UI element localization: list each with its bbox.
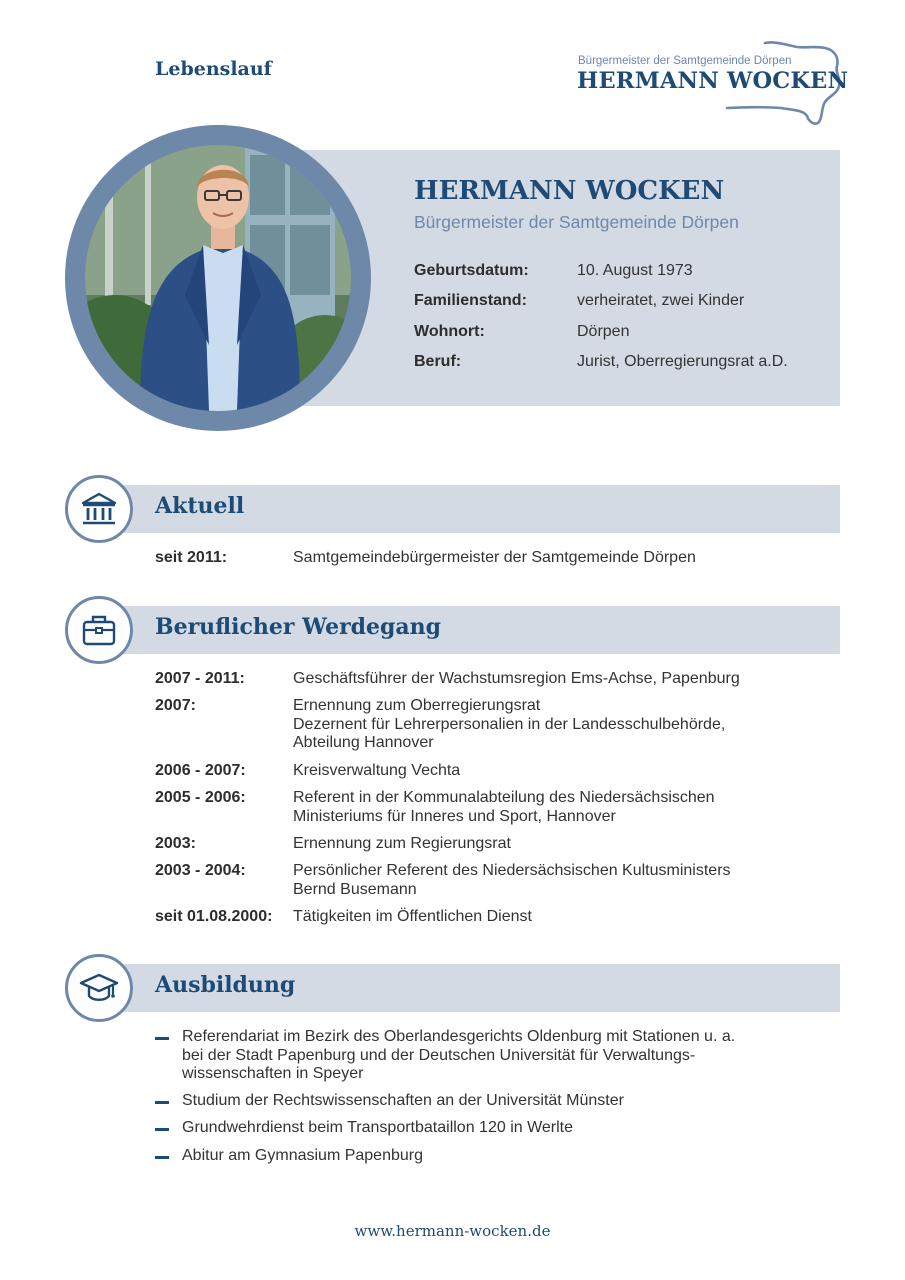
detail-value: verheiratet, zwei Kinder [577, 292, 745, 309]
entry-text: Abitur am Gymnasium Papenburg [182, 1147, 423, 1164]
section-career-heading: Beruflicher Werdegang [155, 614, 442, 640]
building-icon [79, 489, 119, 529]
entry-text: Grundwehrdienst beim Transportbataillon 120 in Werlte [182, 1119, 574, 1136]
entry-date: 2005 - 2006: [155, 789, 246, 806]
entry-date: seit 2011: [155, 549, 228, 566]
person-title: Bürgermeister der Samtgemeinde Dörpen [414, 212, 739, 232]
dash-bullet [155, 1128, 169, 1131]
entry-text: Kreisverwaltung Vechta [293, 762, 461, 779]
dash-bullet [155, 1156, 169, 1159]
section-current-heading: Aktuell [155, 493, 245, 519]
person-name: HERMANN WOCKEN [414, 176, 725, 206]
entry-text: Persönlicher Referent des Niedersächsischen Kultusministers Bernd Busemann [293, 862, 731, 898]
entry-date: 2006 - 2007: [155, 762, 246, 779]
entry-text: Ernennung zum Regierungsrat [293, 835, 511, 852]
detail-value: 10. August 1973 [577, 262, 693, 279]
document-label: Lebenslauf [155, 58, 272, 80]
website-link[interactable]: www.hermann-wocken.de [354, 1222, 551, 1240]
logo-subtitle: Bürgermeister der Samtgemeinde Dörpen [578, 55, 792, 67]
entry-text: Referendariat im Bezirk des Oberlandesgerichts Oldenburg mit Stationen u. a. bei der Stadt Papenburg und der Deutschen Universität für Verwaltungs- wissenschaften in Speyer [182, 1028, 736, 1082]
entry-text: Samtgemeindebürgermeister der Samtgemeinde Dörpen [293, 549, 696, 566]
entry-date: seit 01.08.2000: [155, 908, 273, 925]
logo-name: HERMANN WOCKEN [577, 68, 849, 94]
section-current-icon-frame [65, 475, 133, 543]
detail-label: Familienstand: [414, 292, 527, 309]
entry-text: Geschäftsführer der Wachstumsregion Ems-Achse, Papenburg [293, 670, 740, 687]
entry-date: 2007 - 2011: [155, 670, 245, 687]
entry-text: Studium der Rechtswissenschaften an der Universität Münster [182, 1092, 624, 1109]
entry-date: 2007: [155, 697, 196, 714]
graduation-cap-icon [79, 968, 119, 1008]
briefcase-icon [80, 611, 118, 649]
dash-bullet [155, 1101, 169, 1104]
detail-label: Wohnort: [414, 323, 485, 340]
entry-text: Referent in der Kommunalabteilung des Niedersächsischen Ministeriums für Inneres und Sport, Hannover [293, 789, 715, 825]
entry-text: Tätigkeiten im Öffentlichen Dienst [293, 908, 532, 925]
section-career-icon-frame [65, 596, 133, 664]
entry-date: 2003: [155, 835, 196, 852]
detail-label: Beruf: [414, 353, 462, 370]
entry-text: Ernennung zum Oberregierungsrat Dezernent für Lehrerpersonalien in der Landesschulbehörde, Abteilung Hannover [293, 697, 726, 751]
section-education-icon-frame [65, 954, 133, 1022]
logo [575, 40, 849, 130]
entry-date: 2003 - 2004: [155, 862, 246, 879]
detail-value: Dörpen [577, 323, 630, 340]
detail-value: Jurist, Oberregierungsrat a.D. [577, 353, 788, 370]
section-education-heading: Ausbildung [155, 972, 296, 998]
portrait-photo [85, 145, 351, 411]
detail-label: Geburtsdatum: [414, 262, 529, 279]
dash-bullet [155, 1037, 169, 1040]
